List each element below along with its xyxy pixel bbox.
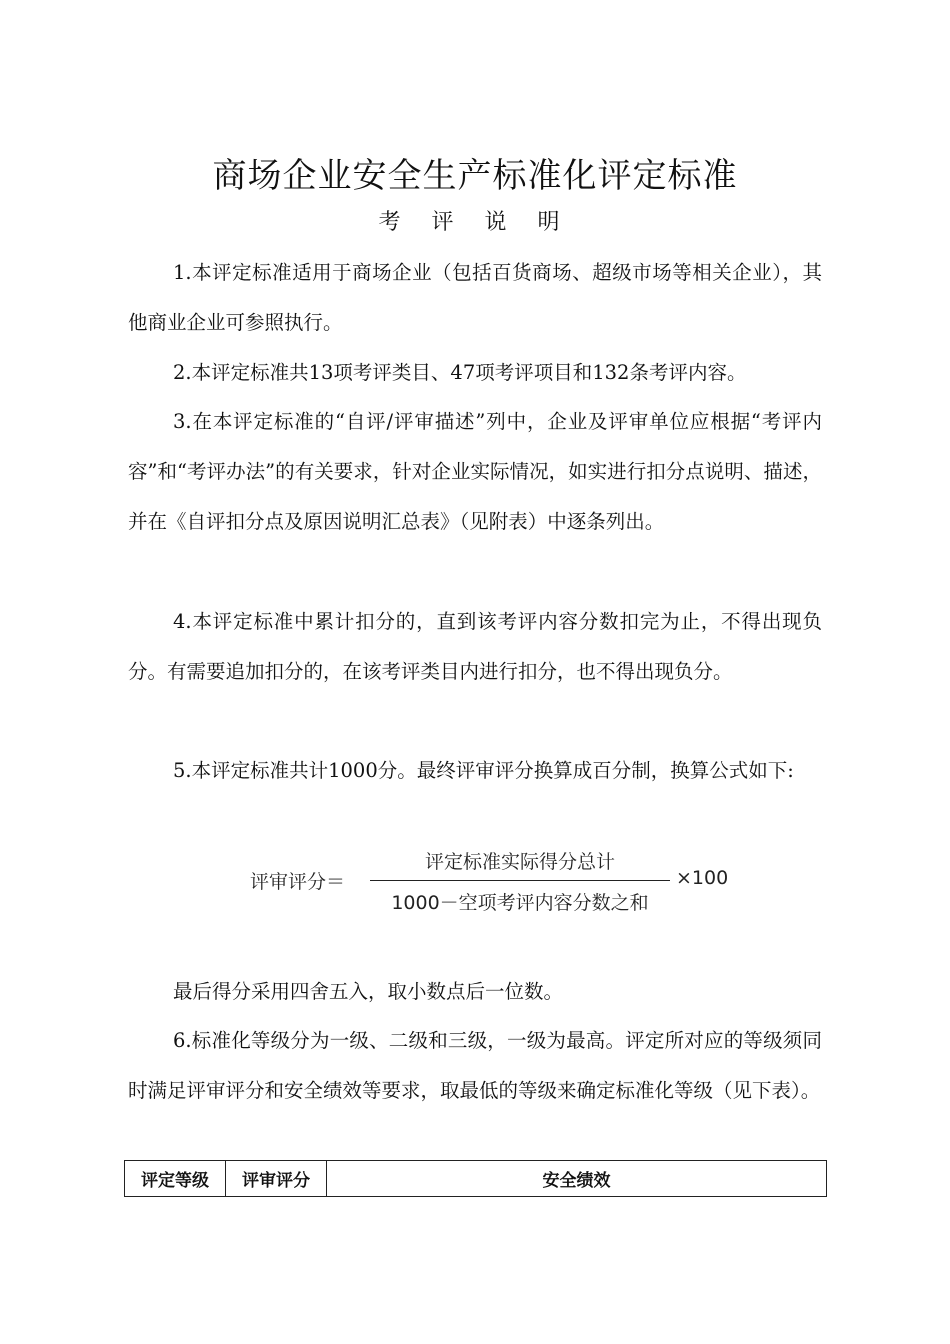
rounding-note: 最后得分采用四舍五入，取小数点后一位数。 bbox=[173, 980, 564, 1003]
formula-rhs: ×100 bbox=[676, 867, 729, 889]
table-header-row bbox=[125, 1161, 827, 1197]
paragraph-1: 1.本评定标准适用于商场企业（包括百货商场、超级市场等相关企业），其他商业企业可参照执行。 bbox=[128, 261, 822, 334]
header-grade: 评定等级 bbox=[125, 1161, 226, 1197]
formula-denominator: 1000－空项考评内容分数之和 bbox=[391, 892, 649, 914]
paragraph-5: 5.本评定标准共计1000分。最终评审评分换算成百分制，换算公式如下: bbox=[173, 759, 794, 782]
paragraph-3: 3.在本评定标准的“自评/评审描述”列中，企业及评审单位应根据“考评内容”和“考评办法”的有关要求，针对企业实际情况，如实进行扣分点说明、描述，并在《自评扣分点及原因说明汇总表》（见附表）中逐条列出。 bbox=[128, 410, 822, 533]
grade-table bbox=[124, 1160, 827, 1197]
paragraph-2: 2.本评定标准共13项考评类目、47项考评项目和132条考评内容。 bbox=[173, 361, 747, 384]
section-subtitle: 考 评 说 明 bbox=[378, 210, 572, 235]
formula-lhs: 评审评分＝ bbox=[250, 871, 346, 893]
header-safety-performance: 安全绩效 bbox=[327, 1161, 827, 1197]
fraction-bar bbox=[370, 880, 670, 881]
document-title: 商场企业安全生产标准化评定标准 bbox=[212, 156, 738, 196]
paragraph-6: 6.标准化等级分为一级、二级和三级，一级为最高。评定所对应的等级须同时满足评审评分和安全绩效等要求，取最低的等级来确定标准化等级（见下表）。 bbox=[128, 1029, 822, 1102]
formula-numerator: 评定标准实际得分总计 bbox=[424, 851, 615, 873]
header-score: 评审评分 bbox=[226, 1161, 327, 1197]
paragraph-4: 4.本评定标准中累计扣分的，直到该考评内容分数扣完为止，不得出现负分。有需要追加扣分的，在该考评类目内进行扣分，也不得出现负分。 bbox=[128, 610, 822, 683]
